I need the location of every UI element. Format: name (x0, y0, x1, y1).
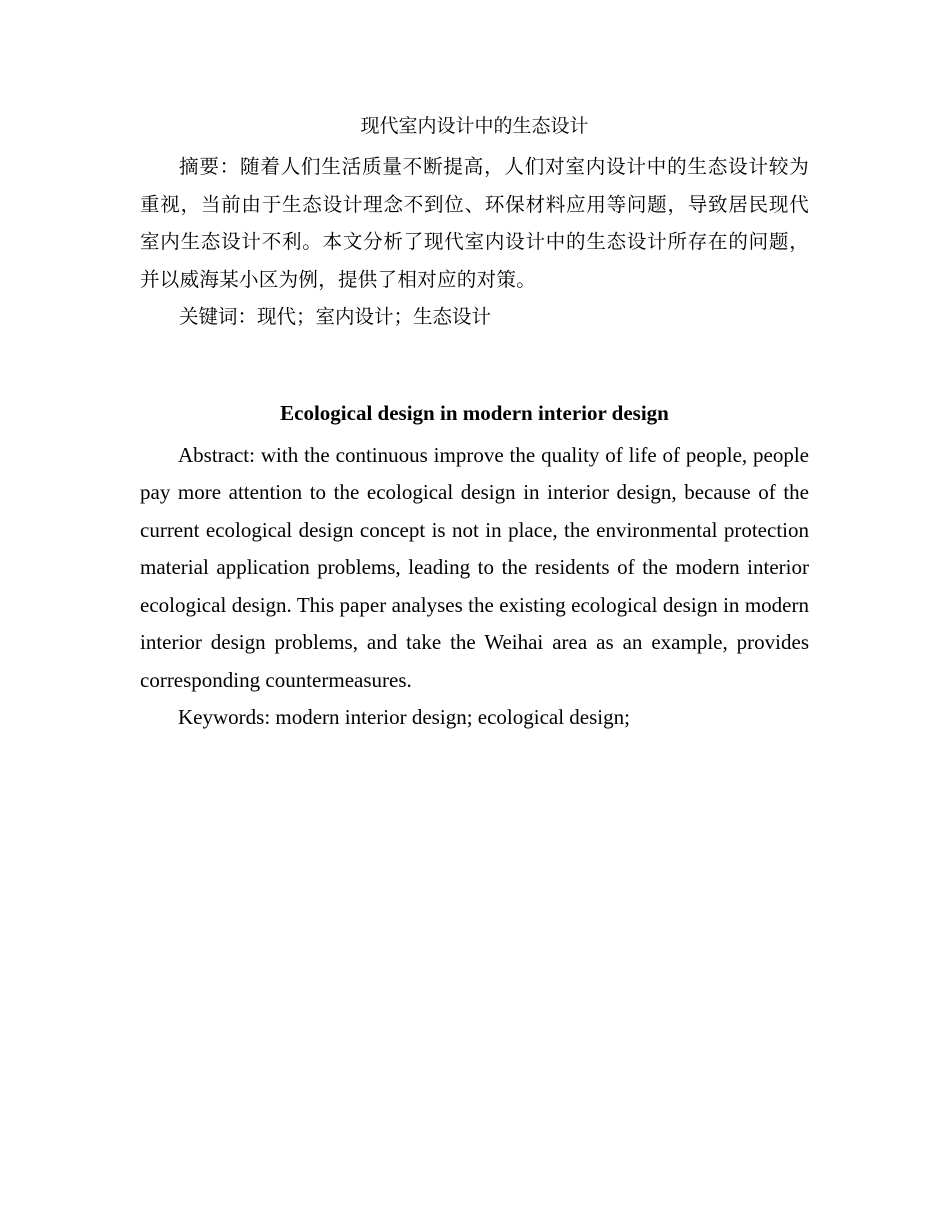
page-content (140, 108, 809, 737)
english-abstract: Abstract: with the continuous improve the quality of life of people, people pay more attention to the ecological design in interior design, because of the current ecological design concept is not in place, the environmental protection material application problems, leading to the residents of the modern interior ecological design. This paper analyses the existing ecological design in modern interior design problems, and take the Weihai area as an example, provides corresponding countermeasures. (140, 442, 809, 692)
chinese-abstract: 摘要：随着人们生活质量不断提高，人们对室内设计中的生态设计较为重视，当前由于生态设计理念不到位、环保材料应用等问题，导致居民现代室内生态设计不利。本文分析了现代室内设计中的生态设计所存在的问题，并以威海某小区为例，提供了相对应的对策。 (140, 155, 809, 291)
chinese-keywords: 关键词：现代；室内设计；生态设计 (179, 305, 492, 328)
english-keywords: Keywords: modern interior design; ecological design; (178, 705, 630, 729)
english-title: Ecological design in modern interior design (280, 400, 669, 425)
chinese-title: 现代室内设计中的生态设计 (360, 115, 589, 137)
